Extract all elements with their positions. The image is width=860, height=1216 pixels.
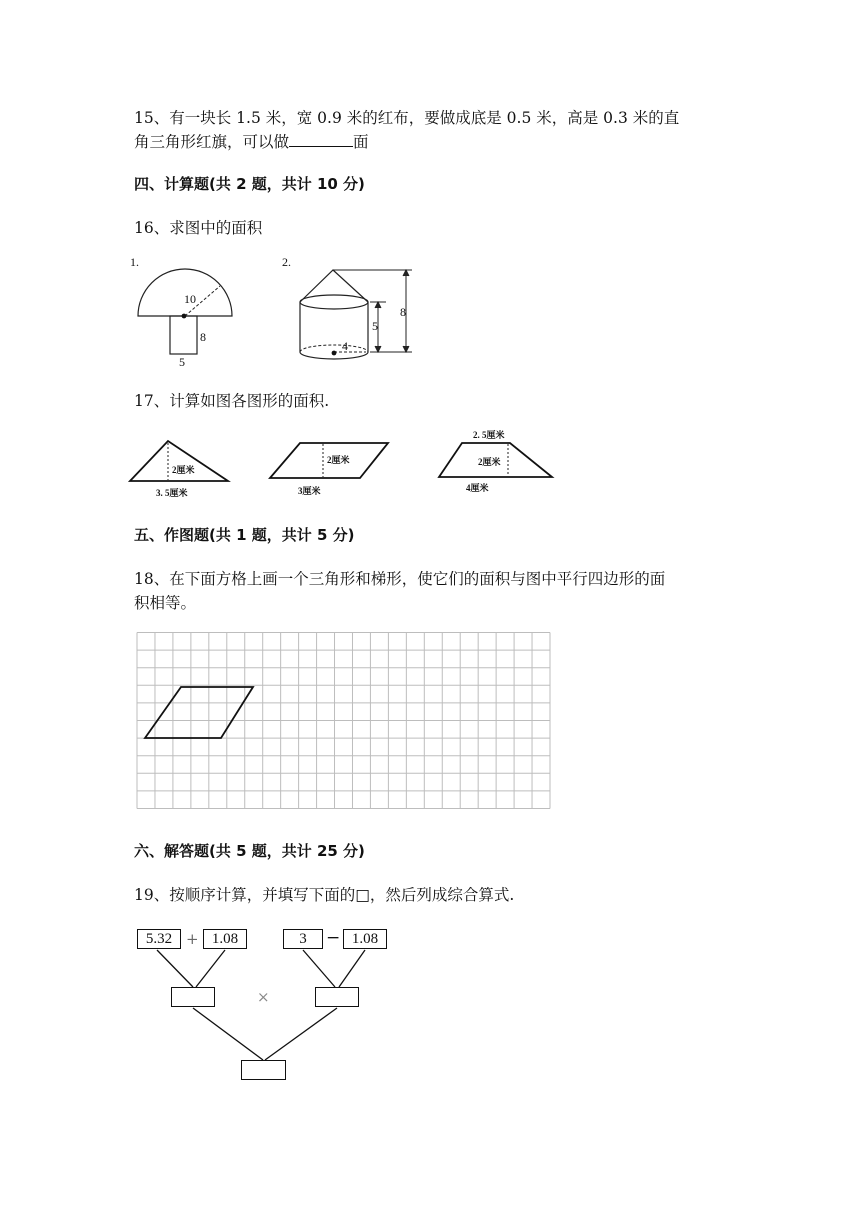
q18-line2: 积相等。 [134, 594, 197, 612]
q19-text: 19、按顺序计算，并填写下面的□，然后列成综合算式. [134, 886, 515, 904]
q15-line2-start: 角三角形红旗，可以做 [134, 133, 290, 151]
fig2-small-height-label: 5 [372, 319, 378, 333]
section5-heading: 五、作图题(共 1 题，共计 5 分) [134, 526, 355, 544]
section6-heading: 六、解答题(共 5 题，共计 25 分) [134, 842, 365, 860]
q19-product-answer-box[interactable] [241, 1060, 286, 1080]
q19-minus-sign: − [326, 928, 341, 948]
q19-value-d: 1.08 [343, 929, 387, 949]
fig1-height-label: 8 [200, 330, 206, 344]
fig2-label: 2. [282, 255, 291, 269]
q15-line2-end: 面 [353, 133, 369, 151]
fig1-radius-label: 10 [184, 292, 196, 306]
q17-parallelogram-base-label: 3厘米 [298, 486, 321, 496]
q17-triangle-base-label: 3. 5厘米 [156, 488, 188, 498]
fig1-label: 1. [130, 255, 139, 269]
q17-trapezoid-height-label: 2厘米 [478, 457, 501, 467]
q15-line1: 15、有一块长 1.5 米，宽 0.9 米的红布，要做成底是 0.5 米，高是 0.3 米的直 [134, 109, 680, 127]
q17-triangle-height-label: 2厘米 [172, 465, 195, 475]
fig2-radius-label: 4 [342, 339, 348, 353]
q19-difference-answer-box[interactable] [315, 987, 359, 1007]
fig1-width-label: 5 [179, 355, 185, 369]
q17-trapezoid-top-label: 2. 5厘米 [473, 430, 505, 440]
q17-trapezoid-base-label: 4厘米 [466, 483, 489, 493]
q19-value-a: 5.32 [137, 929, 181, 949]
q19-value-c: 3 [283, 929, 323, 949]
q19-sum-answer-box[interactable] [171, 987, 215, 1007]
q16-text: 16、求图中的面积 [134, 219, 263, 237]
q19-value-b: 1.08 [203, 929, 247, 949]
fig2-total-height-label: 8 [400, 305, 406, 319]
q19-plus-sign: + [186, 930, 199, 948]
q19-times-sign: × [257, 988, 270, 1006]
section4-heading: 四、计算题(共 2 题，共计 10 分) [134, 175, 365, 193]
q18-line1: 18、在下面方格上画一个三角形和梯形，使它们的面积与图中平行四边形的面 [134, 570, 666, 588]
q17-text: 17、计算如图各图形的面积. [134, 392, 330, 410]
q17-parallelogram-height-label: 2厘米 [327, 455, 350, 465]
